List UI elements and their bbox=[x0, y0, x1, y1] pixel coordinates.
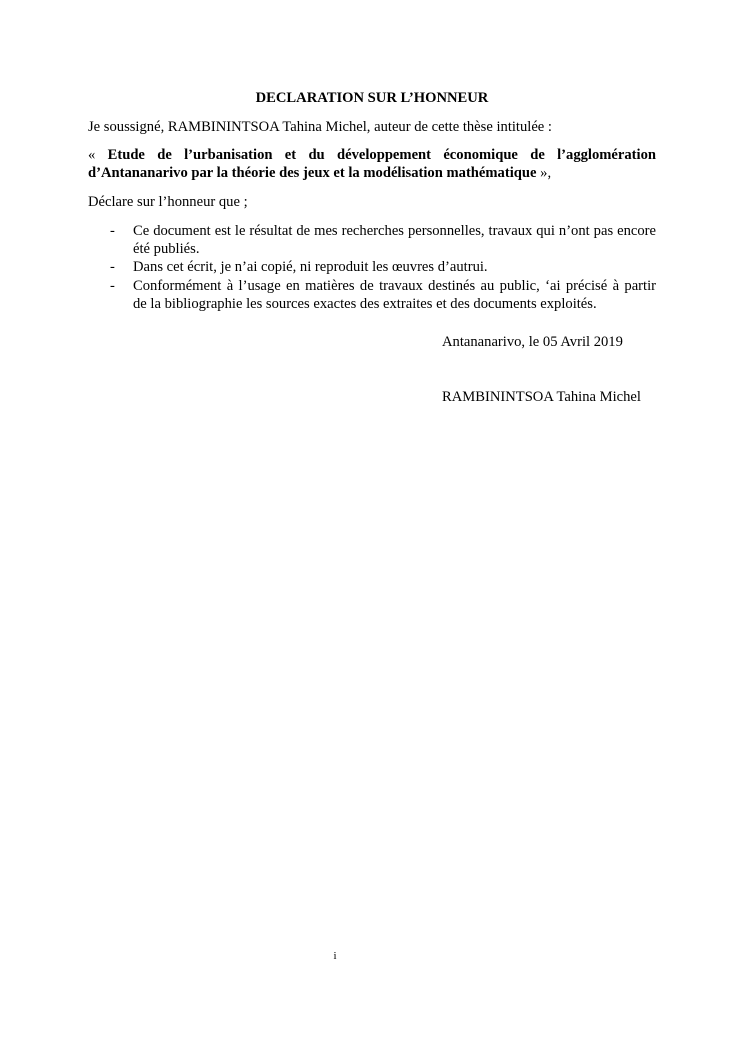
page-number: i bbox=[333, 950, 337, 962]
thesis-title-part-1: Etude de l’urbanisation et du développement économique de l’agglomération bbox=[107, 147, 656, 163]
thesis-title-line-1 bbox=[88, 146, 656, 164]
place-date: Antananarivo, le 05 Avril 2019 bbox=[442, 334, 623, 350]
declaration-intro: Déclare sur l’honneur que ; bbox=[88, 194, 248, 210]
intro-paragraph: Je soussigné, RAMBININTSOA Tahina Michel, auteur de cette thèse intitulée : bbox=[88, 119, 552, 135]
open-quote: « bbox=[88, 147, 96, 163]
bullet-1-line-2: été publiés. bbox=[133, 241, 200, 257]
bullet-1-line-1: Ce document est le résultat de mes recherches personnelles, travaux qui n’ont pas encore bbox=[133, 223, 656, 239]
page-title: DECLARATION SUR L’HONNEUR bbox=[255, 90, 489, 106]
bullet-2-line-1: Dans cet écrit, je n’ai copié, ni reproduit les œuvres d’autrui. bbox=[133, 259, 488, 275]
bullet-3-line-1: Conformément à l’usage en matières de travaux destinés au public, ‘ai précisé à partir bbox=[133, 278, 656, 294]
thesis-title-line-2 bbox=[88, 164, 656, 182]
close-quote: », bbox=[540, 165, 552, 181]
bullet-dash: - bbox=[110, 259, 115, 275]
signature-name: RAMBININTSOA Tahina Michel bbox=[442, 389, 641, 405]
bullet-dash: - bbox=[110, 278, 115, 294]
bullet-dash: - bbox=[110, 223, 115, 239]
thesis-title-part-2: d’Antananarivo par la théorie des jeux et la modélisation mathématique bbox=[88, 165, 537, 181]
bullet-3-line-2: de la bibliographie les sources exactes des extraites et des documents exploités. bbox=[133, 296, 597, 312]
